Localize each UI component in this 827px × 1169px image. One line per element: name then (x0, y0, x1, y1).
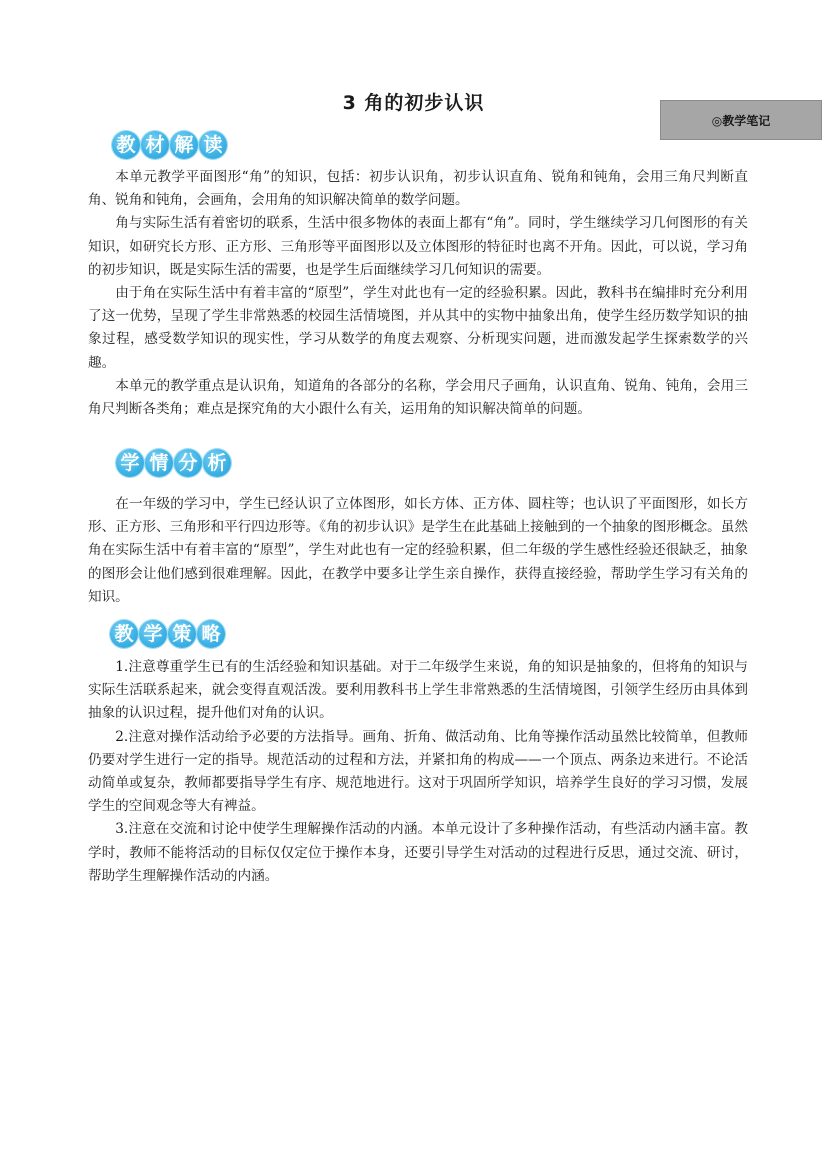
badge-char: 教 (112, 131, 140, 159)
paragraph: 1.注意尊重学生已有的生活经验和知识基础。对于二年级学生来说，角的知识是抽象的，但将角的知识与实际生活联系起来，就会变得直观活泼。要利用教科书上学生非常熟悉的生活情境图，引领学生经历由具体到抽象的认识过程，提升他们对角的认识。 (88, 659, 748, 722)
badge-char: 策 (168, 620, 196, 648)
section-badge-teaching-strategy (110, 620, 225, 648)
badge-char: 情 (145, 449, 173, 477)
section-teaching-strategy-body (88, 656, 748, 888)
page-title: 3 角的初步认识 (342, 92, 485, 114)
section-badge-textbook (112, 131, 227, 159)
section-textbook-body (88, 166, 748, 421)
badge-char: 教 (110, 620, 138, 648)
paragraph: 角与实际生活有着密切的联系，生活中很多物体的表面上都有“角”。同时，学生继续学习几何图形的有关知识，如研究长方形、正方形、三角形等平面图形以及立体图形的特征时也离不开角。因此，可以说，学习角的初步知识，既是实际生活的需要，也是学生后面继续学习几何知识的需要。 (88, 215, 748, 278)
paragraph: 在一年级的学习中，学生已经认识了立体图形，如长方体、正方体、圆柱等；也认识了平面图形，如长方形、正方形、三角形和平行四边形等。《角的初步认识》是学生在此基础上接触到的一个抽象的图形概念。虽然角在实际生活中有着丰富的“原型”，学生对此也有一定的经验积累，但二年级的学生感性经验还很缺乏，抽象的图形会让他们感到很难理解。因此，在教学中要多让学生亲自操作，获得直接经验，帮助学生学习有关角的知识。 (88, 496, 748, 605)
badge-char: 读 (199, 131, 227, 159)
badge-char: 分 (174, 449, 202, 477)
badge-char: 学 (116, 449, 144, 477)
paragraph: 本单元教学平面图形“角”的知识，包括：初步认识角，初步认识直角、锐角和钝角，会用三角尺判断直角、锐角和钝角，会画角，会用角的知识解决简单的数学问题。 (88, 169, 748, 209)
paragraph: 本单元的教学重点是认识角，知道角的各部分的名称，学会用尺子画角，认识直角、锐角、钝角，会用三角尺判断各类角；难点是探究角的大小跟什么有关，运用角的知识解决简单的问题。 (88, 377, 748, 418)
badge-char: 析 (203, 449, 231, 477)
badge-char: 解 (170, 131, 198, 159)
section-learner-analysis-body (88, 493, 748, 609)
badge-char: 学 (139, 620, 167, 648)
badge-char: 略 (197, 620, 225, 648)
teaching-notes-label: ◎教学笔记 (660, 100, 822, 140)
paragraph: 由于角在实际生活中有着丰富的“原型”，学生对此也有一定的经验积累。因此，教科书在编排时充分利用了这一优势，呈现了学生非常熟悉的校园生活情境图，并从其中的实物中抽象出角，使学生经历数学知识的抽象过程，感受数学知识的现实性，学习从数学的角度去观察、分析现实问题，进而激发起学生探索数学的兴趣。 (88, 285, 748, 371)
badge-char: 材 (141, 131, 169, 159)
paragraph: 3.注意在交流和讨论中使学生理解操作活动的内涵。本单元设计了多种操作活动，有些活动内涵丰富。教学时，教师不能将活动的目标仅仅定位于操作本身，还要引导学生对活动的过程进行反思，通过交流、研讨，帮助学生理解操作活动的内涵。 (88, 821, 748, 884)
paragraph: 2.注意对操作活动给予必要的方法指导。画角、折角、做活动角、比角等操作活动虽然比较简单，但教师仍要对学生进行一定的指导。规范活动的过程和方法，并紧扣角的构成——一个顶点、两条边来进行。不论活动简单或复杂，教师都要指导学生有序、规范地进行。这对于巩固所学知识，培养学生良好的学习习惯，发展学生的空间观念等大有裨益。 (88, 728, 748, 815)
section-badge-learner-analysis (116, 449, 231, 477)
